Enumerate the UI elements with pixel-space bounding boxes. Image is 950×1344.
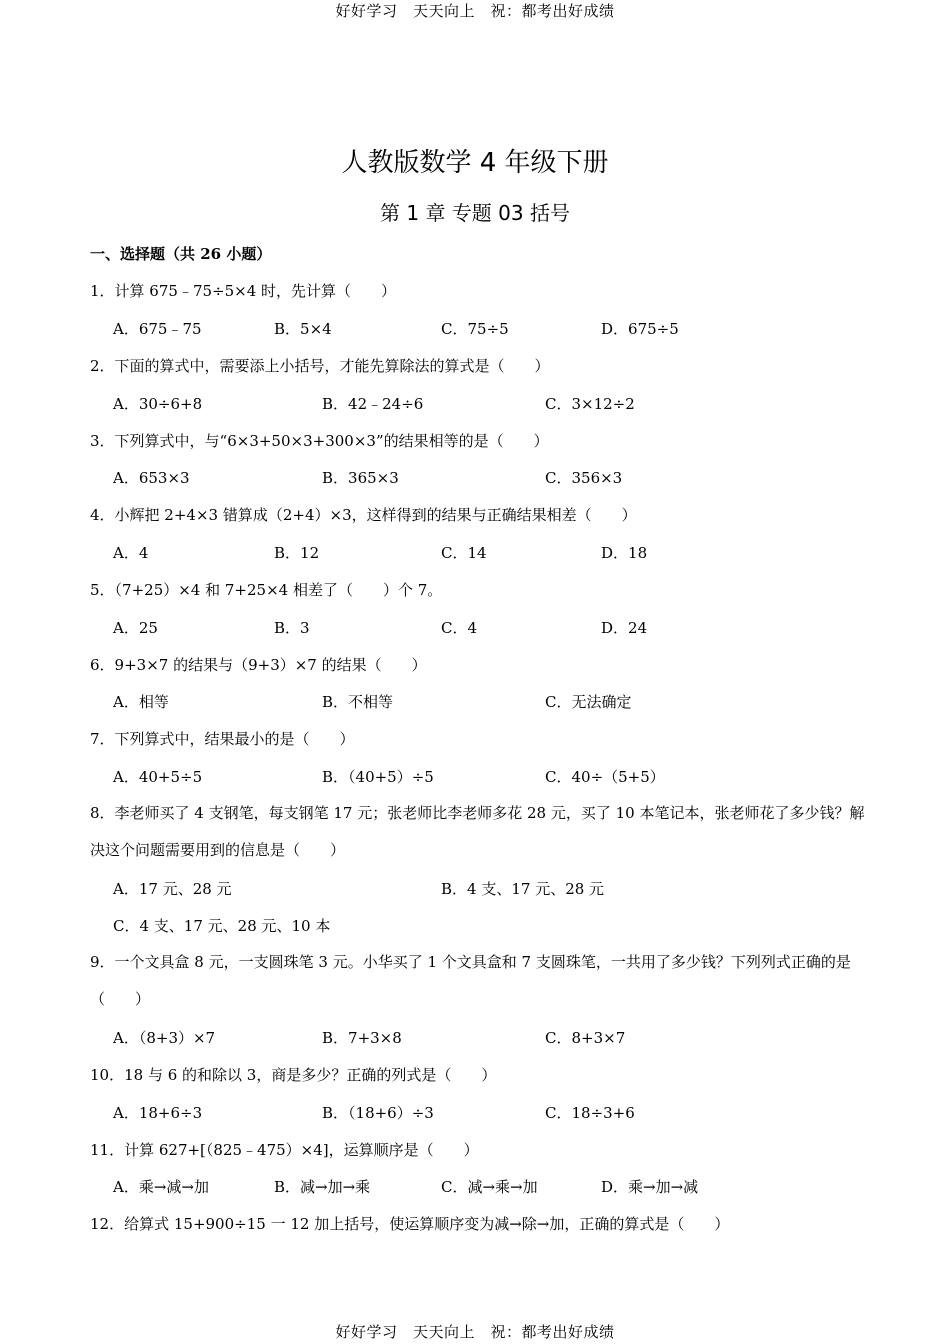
option-a[interactable]: A．25 xyxy=(113,619,158,637)
option-b[interactable]: B．不相等 xyxy=(322,693,394,711)
option-d[interactable]: D．675÷5 xyxy=(601,320,679,338)
option-c[interactable]: C．减→乘→加 xyxy=(441,1178,538,1196)
question-9: 9．一个文具盒 8 元，一支圆珠笔 3 元。小华买了 1 个文具盒和 7 支圆珠笔，一共用了多少钱？下列列式正确的是（ ） xyxy=(90,953,851,1008)
question-8-options xyxy=(0,879,950,899)
question-10: 10．18 与 6 的和除以 3，商是多少？正确的列式是（ ） xyxy=(90,1066,497,1084)
option-a[interactable]: A．18+6÷3 xyxy=(113,1104,203,1122)
option-b[interactable]: B．减→加→乘 xyxy=(274,1178,371,1196)
question-3: 3．下列算式中，与“6×3+50×3+300×3”的结果相等的是（ ） xyxy=(90,432,549,450)
option-b[interactable]: B．7+3×8 xyxy=(322,1029,402,1047)
question-12: 12．给算式 15+900÷15 一 12 加上括号，使运算顺序变为减→除→加，正确的算式是（ ） xyxy=(90,1215,730,1233)
question-7: 7．下列算式中，结果最小的是（ ） xyxy=(90,730,355,748)
option-d[interactable]: D．18 xyxy=(601,544,648,562)
option-c[interactable]: C．4 支、17 元、28 元、10 本 xyxy=(113,917,331,935)
question-2: 2．下面的算式中，需要添上小括号，才能先算除法的算式是（ ） xyxy=(90,357,550,375)
option-d[interactable]: D．24 xyxy=(601,619,648,637)
question-10-options xyxy=(0,1103,950,1123)
document-subtitle: 第 1 章 专题 03 括号 xyxy=(380,201,570,225)
option-b[interactable]: B．42﹣24÷6 xyxy=(322,395,424,413)
option-a[interactable]: A．相等 xyxy=(113,693,169,711)
option-c[interactable]: C．18÷3+6 xyxy=(545,1104,635,1122)
section-title: 一、选择题（共 26 小题） xyxy=(90,245,272,263)
option-c[interactable]: C．14 xyxy=(441,544,487,562)
option-b[interactable]: B．12 xyxy=(274,544,320,562)
option-b[interactable]: B．（18+6）÷3 xyxy=(322,1104,434,1122)
page-header: 好好学习 天天向上 祝：都考出好成绩 xyxy=(335,2,615,20)
option-a[interactable]: A．40+5÷5 xyxy=(113,768,203,786)
option-c[interactable]: C．356×3 xyxy=(545,469,623,487)
question-3-options xyxy=(0,468,950,488)
option-c[interactable]: C．75÷5 xyxy=(441,320,509,338)
option-d[interactable]: D．乘→加→减 xyxy=(601,1178,699,1196)
option-c[interactable]: C．4 xyxy=(441,619,478,637)
option-a[interactable]: A．17 元、28 元 xyxy=(113,880,232,898)
question-1: 1．计算 675﹣75÷5×4 时，先计算（ ） xyxy=(90,282,397,300)
question-8-options-row-2 xyxy=(0,916,950,936)
option-a[interactable]: A．675﹣75 xyxy=(113,320,202,338)
option-a[interactable]: A．653×3 xyxy=(113,469,190,487)
question-9-options xyxy=(0,1028,950,1048)
question-11-options xyxy=(0,1177,950,1197)
document-title: 人教版数学 4 年级下册 xyxy=(341,148,609,178)
option-a[interactable]: A．（8+3）×7 xyxy=(113,1029,216,1047)
option-b[interactable]: B．365×3 xyxy=(322,469,399,487)
option-c[interactable]: C．8+3×7 xyxy=(545,1029,626,1047)
option-c[interactable]: C．40÷（5+5） xyxy=(545,768,665,786)
option-a[interactable]: A．乘→减→加 xyxy=(113,1178,209,1196)
question-11: 11．计算 627+[（825﹣475）×4]，运算顺序是（ ） xyxy=(90,1141,479,1159)
option-b[interactable]: B．3 xyxy=(274,619,310,637)
question-5: 5．（7+25）×4 和 7+25×4 相差了（ ）个 7。 xyxy=(90,581,443,599)
option-a[interactable]: A．4 xyxy=(113,544,149,562)
option-a[interactable]: A．30÷6+8 xyxy=(113,395,203,413)
option-b[interactable]: B．4 支、17 元、28 元 xyxy=(441,880,605,898)
question-4: 4．小辉把 2+4×3 错算成（2+4）×3，这样得到的结果与正确结果相差（ ） xyxy=(90,506,637,524)
page-footer: 好好学习 天天向上 祝：都考出好成绩 xyxy=(335,1323,615,1341)
question-8: 8．李老师买了 4 支钢笔，每支钢笔 17 元；张老师比李老师多花 28 元，买了 10 本笔记本，张老师花了多少钱？解决这个问题需要用到的信息是（ ） xyxy=(90,804,865,859)
option-c[interactable]: C．无法确定 xyxy=(545,693,632,711)
option-b[interactable]: B．5×4 xyxy=(274,320,332,338)
option-c[interactable]: C．3×12÷2 xyxy=(545,395,635,413)
question-6-options xyxy=(0,692,950,712)
question-7-options xyxy=(0,767,950,787)
question-5-options xyxy=(0,618,950,638)
question-6: 6．9+3×7 的结果与（9+3）×7 的结果（ ） xyxy=(90,656,427,674)
option-b[interactable]: B．（40+5）÷5 xyxy=(322,768,434,786)
question-1-options xyxy=(0,319,950,339)
question-2-options xyxy=(0,394,950,414)
question-4-options xyxy=(0,543,950,563)
